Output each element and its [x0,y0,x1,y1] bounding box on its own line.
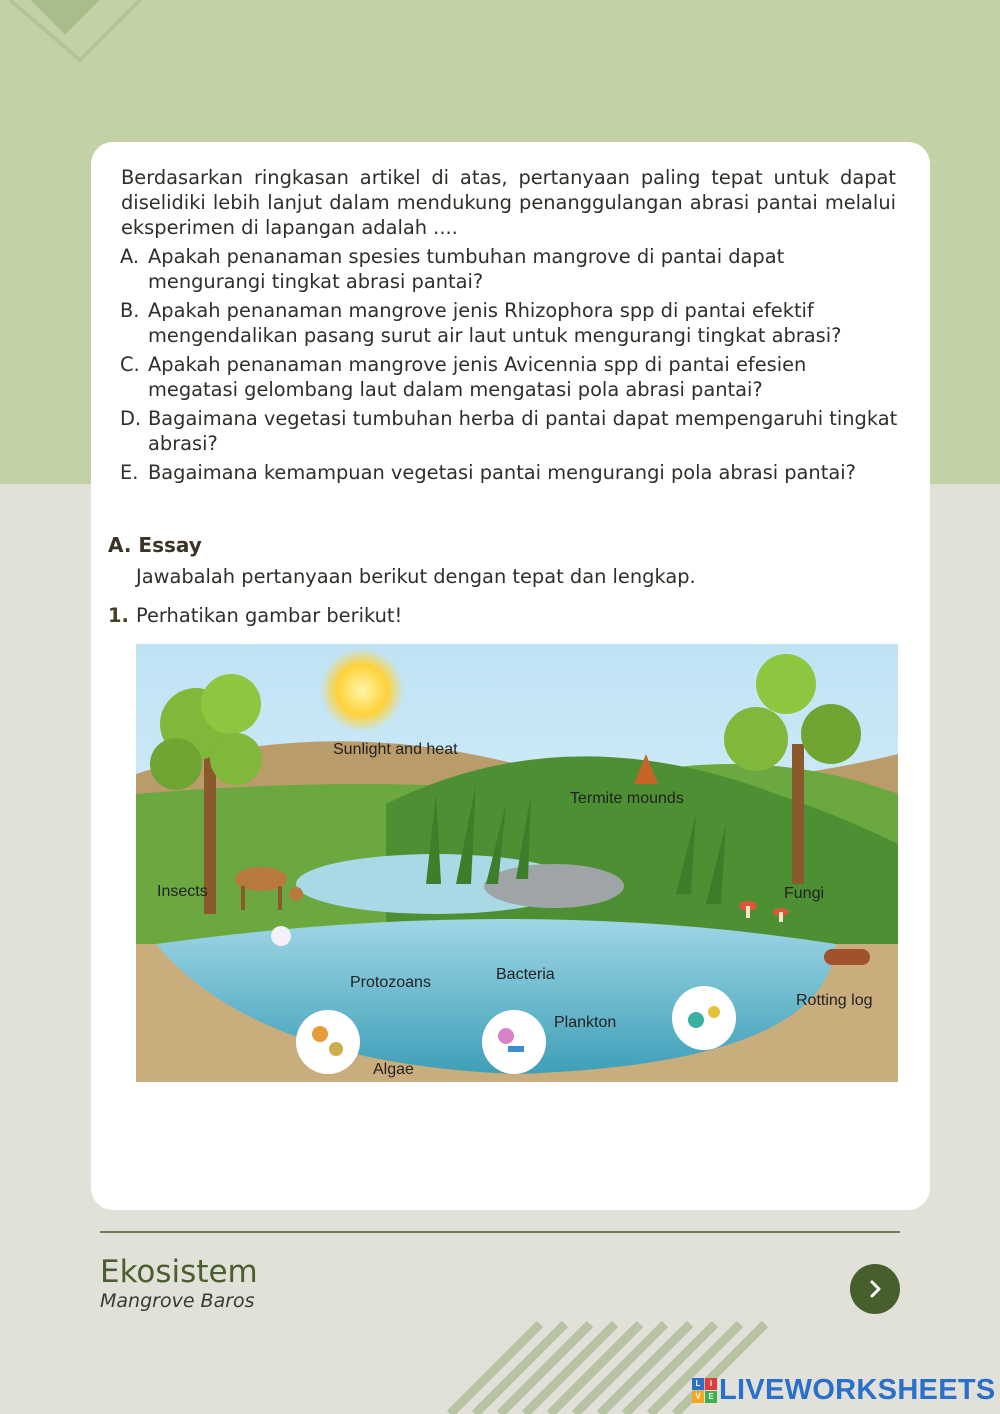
option-letter: C. [120,353,140,376]
footer-subtitle: Mangrove Baros [100,1290,255,1312]
brand-tiles [692,1378,717,1403]
sun-icon [320,648,404,732]
next-page-button[interactable] [850,1264,900,1314]
option-text: Apakah penanaman mangrove jenis Rhizophora spp di pantai efektif mengendalikan pasang surut air laut untuk mengurangi tingkat abrasi? [148,299,842,347]
question-text: Perhatikan gambar berikut! [136,604,403,627]
brand-tile: V [692,1391,704,1403]
ecosystem-illustration [136,644,898,1082]
corner-decoration [0,0,160,70]
brand-tile: L [692,1378,704,1390]
label-fungi: Fungi [784,885,825,902]
option-d[interactable] [120,406,900,456]
label-termite: Termite mounds [570,790,684,807]
option-text: Apakah penanaman mangrove jenis Avicennia spp di pantai efesien megatasi gelombang laut dalam mengatasi pola abrasi pantai? [148,353,807,401]
label-protozoans: Protozoans [350,974,431,991]
option-text: Apakah penanaman spesies tumbuhan mangrove di pantai dapat mengurangi tingkat abrasi pantai? [148,245,785,293]
option-c[interactable] [120,352,900,402]
option-b[interactable] [120,298,900,348]
option-text: Bagaimana vegetasi tumbuhan herba di pantai dapat mempengaruhi tingkat abrasi? [148,407,898,455]
label-insects: Insects [157,883,208,900]
brand-tile: E [705,1391,717,1403]
brand-text: LIVEWORKSHEETS [719,1374,996,1406]
liveworksheets-logo[interactable] [692,1374,996,1407]
label-rotting-log: Rotting log [796,992,873,1009]
option-letter: D. [120,407,142,430]
chevron-right-icon [864,1278,886,1300]
essay-section-title: A. Essay [108,533,202,557]
question-intro: Berdasarkan ringkasan artikel di atas, pertanyaan paling tepat untuk dapat diselidiki lebih lanjut dalam mendukung penanggulangan abrasi pantai melalui eksperimen di lapangan adalah .... [121,166,896,239]
brand-tile: I [705,1378,717,1390]
option-letter: A. [120,245,140,268]
lily-icon [271,926,291,946]
option-letter: E. [120,461,139,484]
footer-divider [100,1231,900,1233]
option-letter: B. [120,299,140,322]
label-sunlight: Sunlight and heat [333,741,458,758]
footer-title: Ekosistem [100,1254,258,1290]
essay-instruction: Jawabalah pertanyaan berikut dengan tepat dan lengkap. [136,565,696,588]
label-plankton: Plankton [554,1014,617,1031]
option-a[interactable] [120,244,900,294]
option-e[interactable] [120,460,900,485]
label-bacteria: Bacteria [496,966,555,983]
answer-options [120,244,900,489]
log-icon [824,949,870,965]
option-text: Bagaimana kemampuan vegetasi pantai mengurangi pola abrasi pantai? [148,461,856,484]
label-algae: Algae [373,1061,414,1078]
question-number: 1. [108,604,129,627]
